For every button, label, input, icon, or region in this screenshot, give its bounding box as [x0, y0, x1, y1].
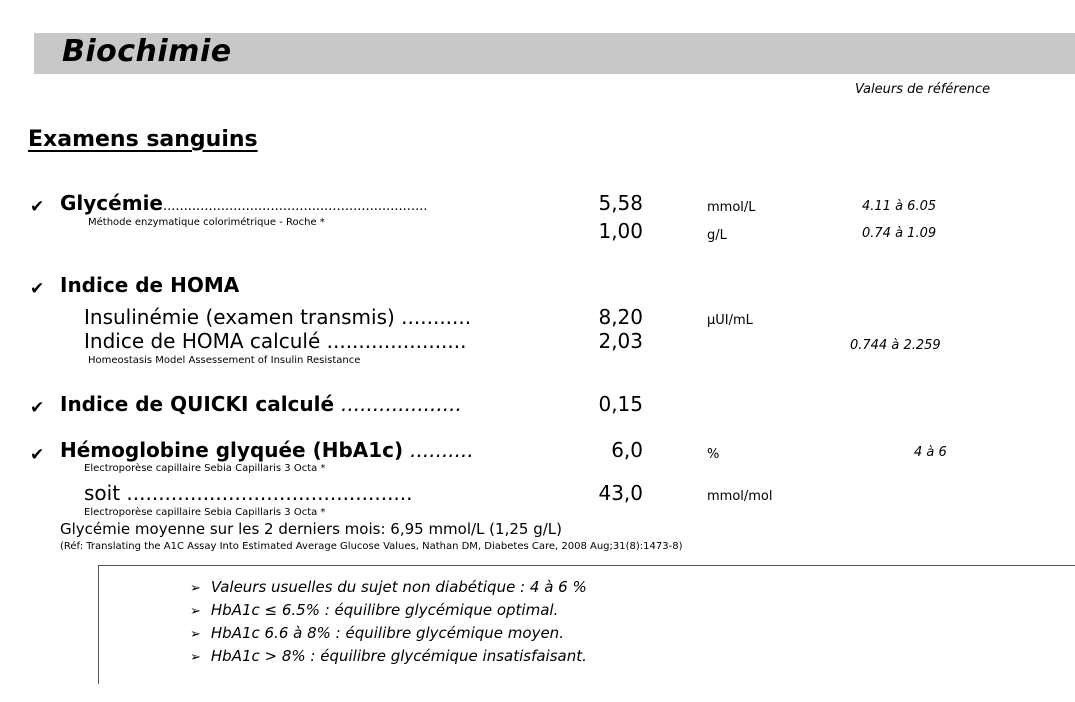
glycemie-label-text: Glycémie — [60, 191, 163, 215]
soit-unit: mmol/mol — [707, 489, 773, 504]
glycemie-value-gl: 1,00 — [598, 219, 643, 243]
soit-label: soit ............................................. — [84, 481, 413, 505]
glycemie-dots: ................................................................ — [163, 199, 428, 214]
arrow-bullet-icon: ➢ — [190, 581, 201, 596]
soit-method: Electroporèse capillaire Sebia Capillaris 3 Octa * — [84, 507, 326, 518]
note-text: HbA1c > 8% : équilibre glycémique insatisfaisant. — [210, 647, 587, 665]
note-text: HbA1c 6.6 à 8% : équilibre glycémique moyen. — [210, 624, 564, 642]
note-item — [190, 624, 564, 642]
quicki-dots: ................... — [341, 392, 462, 416]
hba1c-value: 6,0 — [611, 438, 643, 462]
glycemie-ref-mmol: 4.11 à 6.05 — [862, 199, 937, 214]
glycemie-unit-gl: g/L — [707, 228, 727, 243]
quicki-label — [60, 392, 462, 416]
reference-values-heading: Valeurs de référence — [855, 82, 991, 97]
homa-method: Homeostasis Model Assessement of Insulin Resistance — [88, 355, 361, 366]
hba1c-reference: (Réf: Translating the A1C Assay Into Estimated Average Glucose Values, Nathan DM, Diabetes Care, 2008 Aug;31(8):1473-8) — [60, 541, 683, 552]
quicki-label-text: Indice de QUICKI calculé — [60, 392, 335, 416]
insulinemie-label: Insulinémie (examen transmis) ........... — [84, 305, 472, 329]
note-text: Valeurs usuelles du sujet non diabétique : 4 à 6 % — [210, 578, 587, 596]
soit-value: 43,0 — [598, 481, 643, 505]
arrow-bullet-icon: ➢ — [190, 627, 201, 642]
check-icon: ✔ — [30, 279, 45, 299]
note-item — [190, 601, 558, 619]
insulinemie-value: 8,20 — [598, 305, 643, 329]
hba1c-label-text: Hémoglobine glyquée (HbA1c) — [60, 438, 404, 462]
note-text: HbA1c ≤ 6.5% : équilibre glycémique optimal. — [210, 601, 559, 619]
check-icon: ✔ — [30, 197, 45, 217]
homa-calcule-label: Indice de HOMA calculé ...................... — [84, 329, 467, 353]
glycemie-method: Méthode enzymatique colorimétrique - Roche * — [88, 217, 325, 228]
glycemie-value-mmol: 5,58 — [598, 191, 643, 215]
hba1c-dots: .......... — [410, 438, 474, 462]
glycemie-moyenne: Glycémie moyenne sur les 2 derniers mois: 6,95 mmol/L (1,25 g/L) — [60, 520, 562, 538]
hba1c-label — [60, 438, 474, 462]
hba1c-unit: % — [707, 447, 720, 462]
glycemie-label — [60, 191, 427, 215]
note-item — [190, 647, 587, 665]
glycemie-unit-mmol: mmol/L — [707, 200, 756, 215]
arrow-bullet-icon: ➢ — [190, 604, 201, 619]
hba1c-ref: 4 à 6 — [914, 445, 947, 460]
page-title: Biochimie — [62, 34, 232, 69]
homa-label: Indice de HOMA — [60, 273, 240, 297]
arrow-bullet-icon: ➢ — [190, 650, 201, 665]
homa-calcule-ref: 0.744 à 2.259 — [850, 338, 941, 353]
insulinemie-unit: µUI/mL — [707, 313, 753, 328]
section-title: Examens sanguins — [28, 127, 258, 152]
note-item — [190, 578, 587, 596]
check-icon: ✔ — [30, 445, 45, 465]
homa-calcule-value: 2,03 — [598, 329, 643, 353]
check-icon: ✔ — [30, 398, 45, 418]
hba1c-method: Electroporèse capillaire Sebia Capillaris 3 Octa * — [84, 463, 326, 474]
glycemie-ref-gl: 0.74 à 1.09 — [862, 226, 937, 241]
quicki-value: 0,15 — [598, 392, 643, 416]
